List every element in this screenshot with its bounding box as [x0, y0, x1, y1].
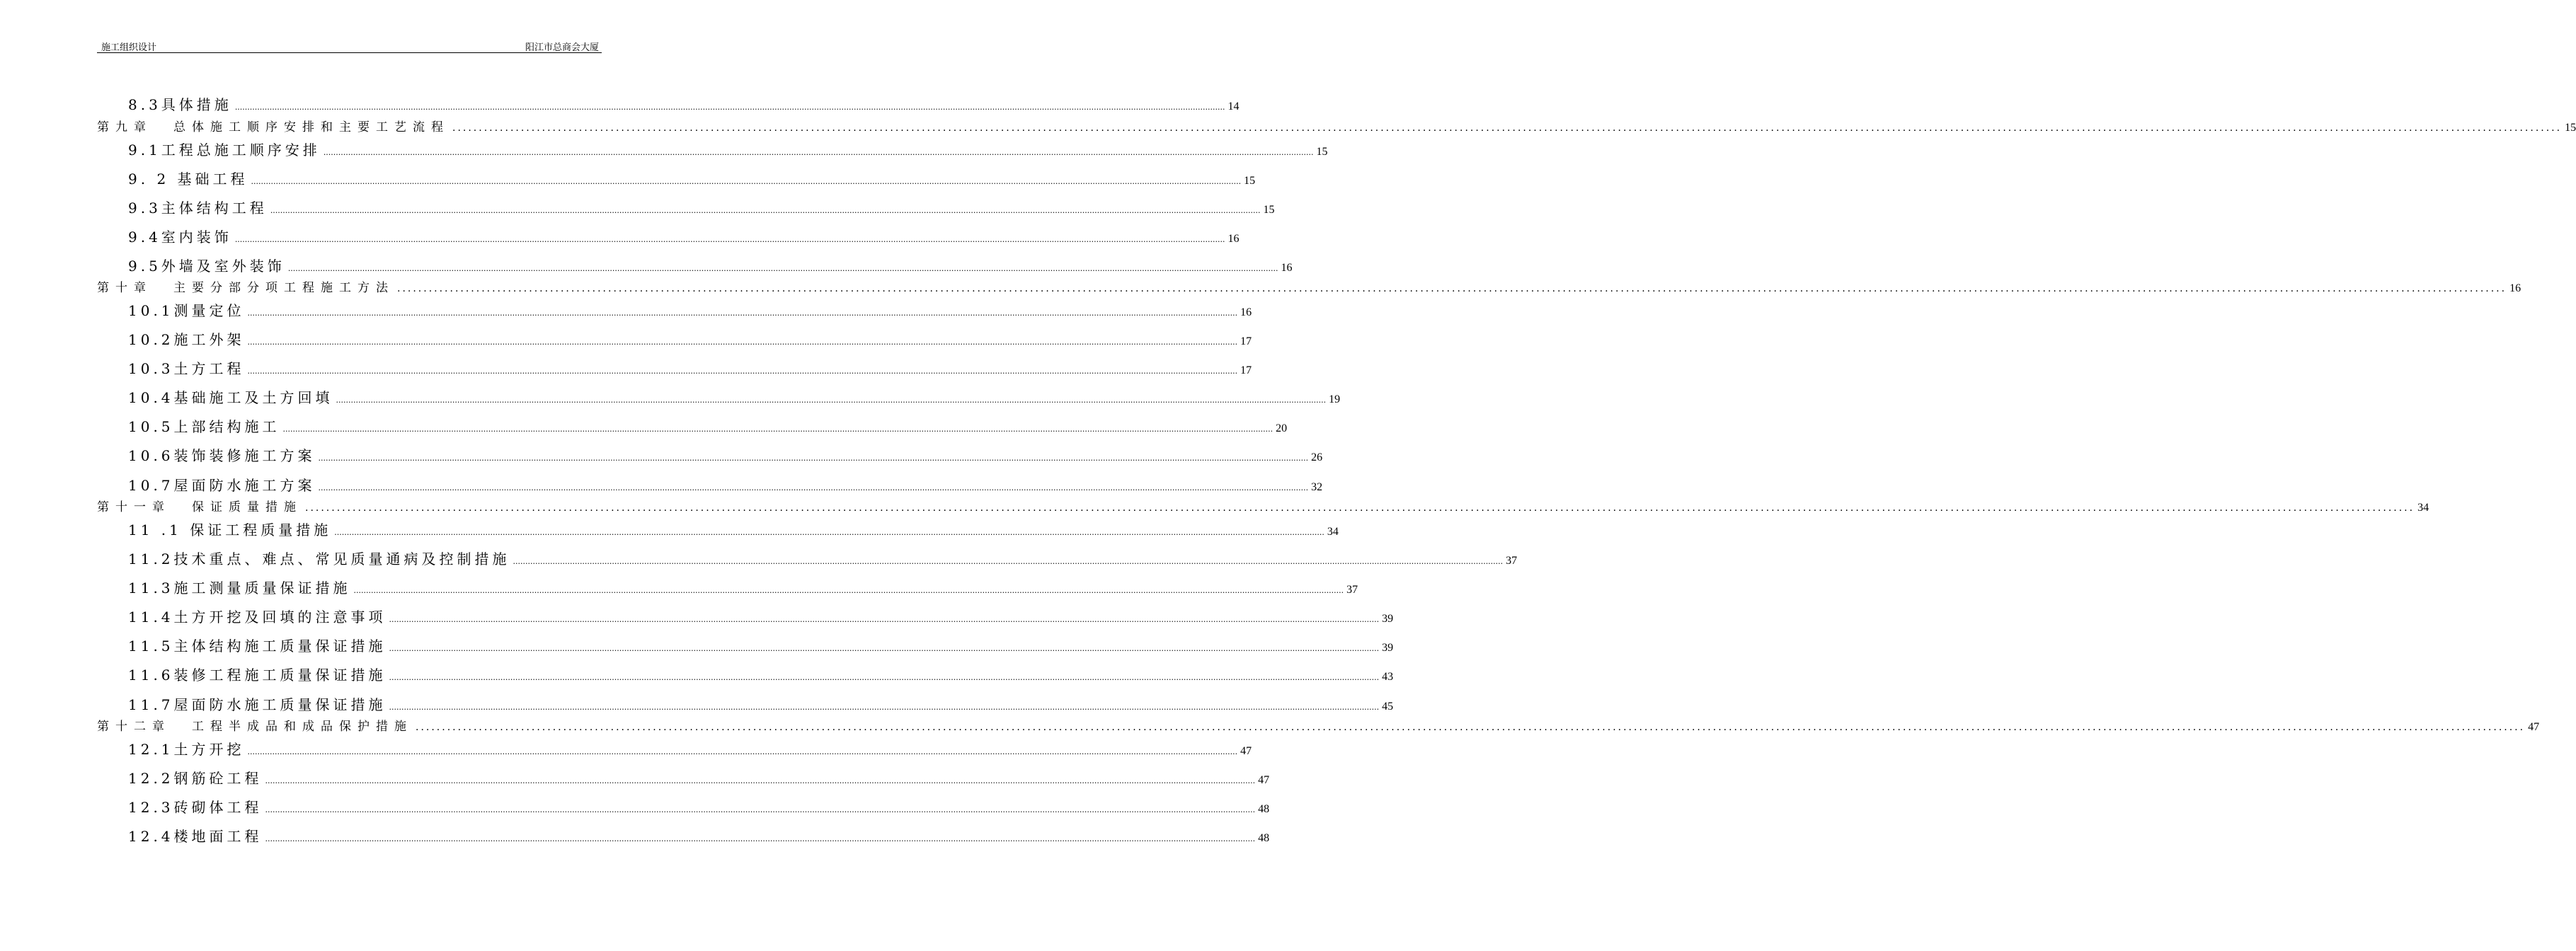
toc-section-entry[interactable]: [128, 444, 1323, 465]
toc-page-number: 45: [1382, 701, 1394, 713]
toc-section-label: 11.6装修工程施工质量保证措施: [128, 667, 387, 684]
toc-section-entry[interactable]: [128, 386, 1341, 407]
toc-page-number: 39: [1382, 642, 1394, 654]
toc-page-number: 37: [1506, 555, 1518, 567]
toc-leader-dots: ................................................................................................................................................................................................................................................................................................................................................................................................................: [318, 483, 1309, 492]
toc-section-label: 9.5外墙及室外装饰: [128, 258, 285, 275]
toc-section-entry[interactable]: [128, 635, 1394, 655]
toc-leader-dots: ................................................................................................................................................................................................................................................................................................................................................................................................................: [247, 367, 1238, 376]
toc-chapter-number: 第十一章: [97, 500, 171, 514]
toc-page-number: 14: [1227, 100, 1240, 113]
toc-chapter-title: 工程半成品和成品保护措施: [192, 720, 413, 734]
toc-leader-dots: ................................................................................................................................................................................................................................................................................................................................................................................................................: [389, 673, 1380, 682]
toc-section-label: 12.4楼地面工程: [128, 828, 263, 845]
toc-section-entry[interactable]: [128, 474, 1323, 495]
toc-section-label: 9. 2 基础工程: [128, 171, 248, 188]
toc-section-label: 12.2钢筋砼工程: [128, 770, 263, 787]
toc-section-entry[interactable]: [128, 664, 1394, 684]
toc-section-entry[interactable]: [128, 577, 1358, 597]
toc-chapter-label: [97, 716, 413, 734]
toc-chapter-title: 保证质量措施: [192, 500, 302, 514]
toc-section-entry[interactable]: [128, 606, 1394, 626]
toc-leader-dots: ................................................................................................................................................................................................................................................................................................................................................................................................................: [265, 805, 1256, 814]
toc-leader-dots: ................................................................................................................................................................................................................................................................................................................................................................................................................: [397, 283, 2507, 294]
toc-page-number: 16: [1240, 306, 1252, 318]
toc-page-number: 15: [1263, 204, 1275, 216]
toc-page-number: 26: [1311, 451, 1323, 463]
toc-leader-dots: ................................................................................................................................................................................................................................................................................................................................................................................................................: [247, 747, 1238, 756]
toc-section-label: 11.2技术重点、难点、常见质量通病及控制措施: [128, 551, 510, 567]
toc-page-number: 20: [1276, 422, 1288, 434]
toc-section-entry[interactable]: [128, 738, 1252, 759]
header-doc-title: 施工组织设计: [101, 42, 157, 53]
toc-section-entry[interactable]: [128, 825, 1270, 846]
toc-section-entry[interactable]: [128, 93, 1240, 114]
toc-page-number: 16: [1281, 262, 1293, 274]
toc-page-number: 16: [1227, 233, 1240, 245]
toc-section-label: 12.1土方开挖: [128, 741, 245, 758]
toc-section-label: 9.1工程总施工顺序安排: [128, 142, 321, 158]
toc-page-number: 16: [2509, 282, 2521, 294]
toc-leader-dots: ................................................................................................................................................................................................................................................................................................................................................................................................................: [513, 557, 1504, 566]
toc-section-label: 10.3土方工程: [128, 360, 245, 377]
toc-page-number: 37: [1346, 584, 1358, 596]
toc-page-number: 39: [1382, 613, 1394, 625]
toc-leader-dots: ................................................................................................................................................................................................................................................................................................................................................................................................................: [247, 338, 1238, 347]
toc-leader-dots: ................................................................................................................................................................................................................................................................................................................................................................................................................: [247, 309, 1238, 318]
toc-leader-dots: ................................................................................................................................................................................................................................................................................................................................................................................................................: [323, 148, 1314, 157]
toc-section-entry[interactable]: [128, 328, 1252, 349]
toc-leader-dots: ................................................................................................................................................................................................................................................................................................................................................................................................................: [270, 206, 1261, 215]
toc-leader-dots: ................................................................................................................................................................................................................................................................................................................................................................................................................: [282, 425, 1273, 434]
toc-section-label: 11 .1 保证工程质量措施: [128, 521, 332, 538]
toc-leader-dots: ................................................................................................................................................................................................................................................................................................................................................................................................................: [318, 454, 1309, 463]
toc-chapter-entry[interactable]: [97, 117, 2576, 134]
toc-section-entry[interactable]: [128, 519, 1339, 539]
toc-leader-dots: ................................................................................................................................................................................................................................................................................................................................................................................................................: [334, 528, 1324, 537]
toc-page-number: 47: [1258, 774, 1270, 786]
toc-page-number: 32: [1311, 481, 1323, 493]
toc-section-label: 11.4土方开挖及回填的注意事项: [128, 609, 387, 626]
toc-leader-dots: ................................................................................................................................................................................................................................................................................................................................................................................................................: [265, 776, 1256, 785]
toc-page-number: 47: [1240, 745, 1252, 757]
toc-leader-dots: ................................................................................................................................................................................................................................................................................................................................................................................................................: [353, 586, 1344, 595]
toc-section-entry[interactable]: [128, 139, 1328, 159]
toc-chapter-entry[interactable]: [97, 277, 2521, 295]
toc-page-number: 17: [1240, 335, 1252, 347]
toc-page-number: 15: [2565, 122, 2576, 134]
toc-chapter-number: 第十二章: [97, 720, 171, 734]
toc-section-label: 9.4室内装饰: [128, 229, 232, 246]
toc-section-entry[interactable]: [128, 168, 1256, 188]
toc-chapter-entry[interactable]: [97, 497, 2429, 514]
toc-section-label: 9.3主体结构工程: [128, 200, 268, 217]
toc-page-number: 15: [1316, 146, 1328, 158]
toc-page-number: 34: [1327, 526, 1339, 538]
toc-section-entry[interactable]: [128, 796, 1270, 817]
toc-section-label: 10.1测量定位: [128, 302, 245, 319]
toc-page-number: 48: [1258, 832, 1270, 844]
toc-section-entry[interactable]: [128, 693, 1394, 714]
toc-chapter-label: [97, 117, 450, 134]
toc-section-entry[interactable]: [128, 226, 1240, 246]
toc-page-number: 47: [2528, 721, 2540, 733]
toc-leader-dots: ................................................................................................................................................................................................................................................................................................................................................................................................................: [265, 834, 1256, 843]
toc-page-number: 48: [1258, 803, 1270, 815]
toc-page-number: 19: [1329, 393, 1341, 405]
toc-chapter-label: [97, 277, 394, 295]
toc-section-entry[interactable]: [128, 255, 1293, 275]
toc-chapter-entry[interactable]: [97, 716, 2540, 734]
page-header: [97, 38, 602, 53]
toc-page-number: 17: [1240, 364, 1252, 376]
toc-section-label: 10.7屋面防水施工方案: [128, 477, 316, 494]
toc-page-number: 15: [1244, 175, 1256, 187]
toc-leader-dots: ................................................................................................................................................................................................................................................................................................................................................................................................................: [336, 396, 1327, 405]
toc-leader-dots: ................................................................................................................................................................................................................................................................................................................................................................................................................: [251, 177, 1242, 186]
toc-section-entry[interactable]: [128, 357, 1252, 378]
toc-section-label: 8.3具体措施: [128, 96, 232, 113]
toc-leader-dots: ................................................................................................................................................................................................................................................................................................................................................................................................................: [452, 122, 2563, 134]
toc-chapter-title: 总体施工顺序安排和主要工艺流程: [173, 120, 450, 134]
toc-leader-dots: ................................................................................................................................................................................................................................................................................................................................................................................................................: [416, 722, 2526, 733]
toc-leader-dots: ................................................................................................................................................................................................................................................................................................................................................................................................................: [389, 644, 1380, 653]
toc-section-label: 10.5上部结构施工: [128, 418, 280, 435]
toc-chapter-number: 第九章: [97, 120, 152, 134]
toc-section-entry[interactable]: [128, 415, 1288, 436]
toc-section-entry[interactable]: [128, 299, 1252, 320]
toc-section-label: 10.6装饰装修施工方案: [128, 447, 316, 464]
toc-leader-dots: ................................................................................................................................................................................................................................................................................................................................................................................................................: [305, 502, 2415, 514]
toc-page-number: 43: [1382, 671, 1394, 683]
toc-section-label: 11.3施工测量质量保证措施: [128, 580, 351, 596]
toc-leader-dots: ................................................................................................................................................................................................................................................................................................................................................................................................................: [287, 264, 1278, 273]
toc-chapter-title: 主要分部分项工程施工方法: [173, 281, 394, 295]
toc-section-entry[interactable]: [128, 548, 1518, 568]
toc-leader-dots: ................................................................................................................................................................................................................................................................................................................................................................................................................: [389, 615, 1380, 624]
toc-section-entry[interactable]: [128, 767, 1270, 788]
toc-chapter-label: [97, 497, 302, 514]
toc-section-label: 10.2施工外架: [128, 331, 245, 348]
toc-section-entry[interactable]: [128, 197, 1275, 217]
toc-page-number: 34: [2417, 502, 2429, 514]
toc-leader-dots: ................................................................................................................................................................................................................................................................................................................................................................................................................: [234, 235, 1225, 244]
toc-leader-dots: ................................................................................................................................................................................................................................................................................................................................................................................................................: [234, 103, 1225, 112]
toc-leader-dots: ................................................................................................................................................................................................................................................................................................................................................................................................................: [389, 703, 1380, 712]
toc-section-label: 12.3砖砌体工程: [128, 799, 263, 816]
toc-section-label: 11.7屋面防水施工质量保证措施: [128, 696, 387, 713]
toc-chapter-number: 第十章: [97, 281, 152, 295]
header-project-name: 阳江市总商会大厦: [525, 42, 599, 53]
toc-section-label: 10.4基础施工及土方回填: [128, 389, 333, 406]
toc-section-label: 11.5主体结构施工质量保证措施: [128, 638, 387, 655]
